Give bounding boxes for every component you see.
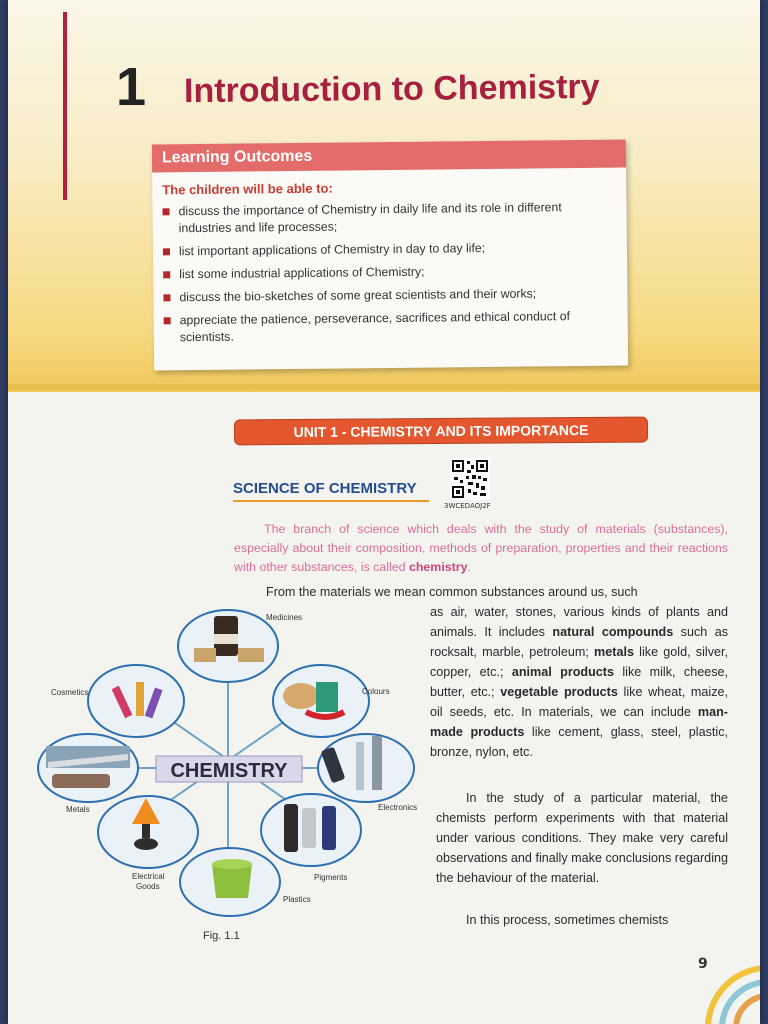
definition-term: chemistry (408, 560, 468, 574)
page-number: 9 (698, 956, 708, 972)
list-item: discuss the bio-sketches of some great scientists and their works; (163, 285, 617, 307)
qr-code-label: 3WCEDAOJ2F (444, 502, 491, 510)
qr-code-icon[interactable] (450, 458, 490, 500)
medicines-node (178, 610, 302, 682)
learning-outcomes-list (152, 199, 627, 347)
section-underline (233, 500, 429, 502)
textbook-page (8, 0, 760, 1024)
label-cosmetics: Cosmetics (51, 688, 89, 697)
chapter-title: Introduction to Chemistry (183, 67, 600, 111)
unit-banner: UNIT 1 - CHEMISTRY AND ITS IMPORTANCE (234, 417, 648, 446)
chapter-number: 1 (116, 57, 147, 117)
label-colours: Colours (362, 687, 390, 696)
paragraph-1: as air, water, stones, various kinds of plants and animals. It includes natural compounds such as rocksalt, marble, petroleum; metals like gold, silver, copper, etc.; animal products like milk, cheese, butter, etc.; vegetable products like wheat, maize, oil seeds, etc. In materials, we can include man-made products like cement, glass, steel, plastic, bronze, nylon, etc. (430, 605, 729, 759)
square-bullet-icon (163, 294, 170, 301)
list-item: appreciate the patience, perseverance, sacrifices and ethical conduct of scientists. (164, 308, 618, 347)
paragraph-1-first-line: From the materials we mean common substances around us, such (266, 585, 638, 599)
chemistry-center-label (156, 756, 302, 782)
learning-outcomes-heading: Learning Outcomes (152, 140, 626, 173)
paragraph-3: In this process, sometimes chemists (466, 913, 669, 927)
label-metals: Metals (66, 805, 90, 814)
label-electrical-goods: Electrical (132, 872, 165, 881)
label-electronics: Electronics (378, 803, 418, 812)
definition-text: The branch of science which deals with the study of materials (substances), especially about their composition, methods of preparation, properties and their reactions with other substances, is called chemistry. (234, 522, 728, 574)
label-pigments: Pigments (314, 873, 348, 882)
paragraph-2: In the study of a particular material, the chemists perform experiments with that material under various conditions. They make very careful observations and finally make conclusions regarding the behaviour of the material. (436, 791, 728, 885)
header-divider (8, 384, 760, 390)
svg-text:Goods: Goods (136, 882, 160, 891)
list-item: list some industrial applications of Chemistry; (163, 262, 617, 284)
label-medicines: Medicines (266, 613, 303, 622)
square-bullet-icon (164, 317, 171, 324)
label-plastics: Plastics (283, 895, 311, 904)
learning-outcomes-box (152, 140, 628, 371)
list-item: discuss the importance of Chemistry in daily life and its role in different industries and life processes; (162, 199, 616, 238)
figure-caption: Fig. 1.1 (203, 930, 240, 942)
square-bullet-icon (162, 208, 169, 215)
cosmetics-node (51, 665, 184, 737)
chapter-rule (63, 12, 67, 200)
learning-outcomes-intro: The children will be able to: (162, 180, 333, 198)
square-bullet-icon (163, 248, 170, 255)
section-title: SCIENCE OF CHEMISTRY (233, 480, 417, 497)
chemistry-applications-figure (26, 596, 428, 926)
square-bullet-icon (163, 271, 170, 278)
colours-node (273, 665, 390, 737)
svg-text:CHEMISTRY: CHEMISTRY (170, 760, 288, 782)
list-item: list important applications of Chemistry in day to day life; (163, 239, 617, 261)
